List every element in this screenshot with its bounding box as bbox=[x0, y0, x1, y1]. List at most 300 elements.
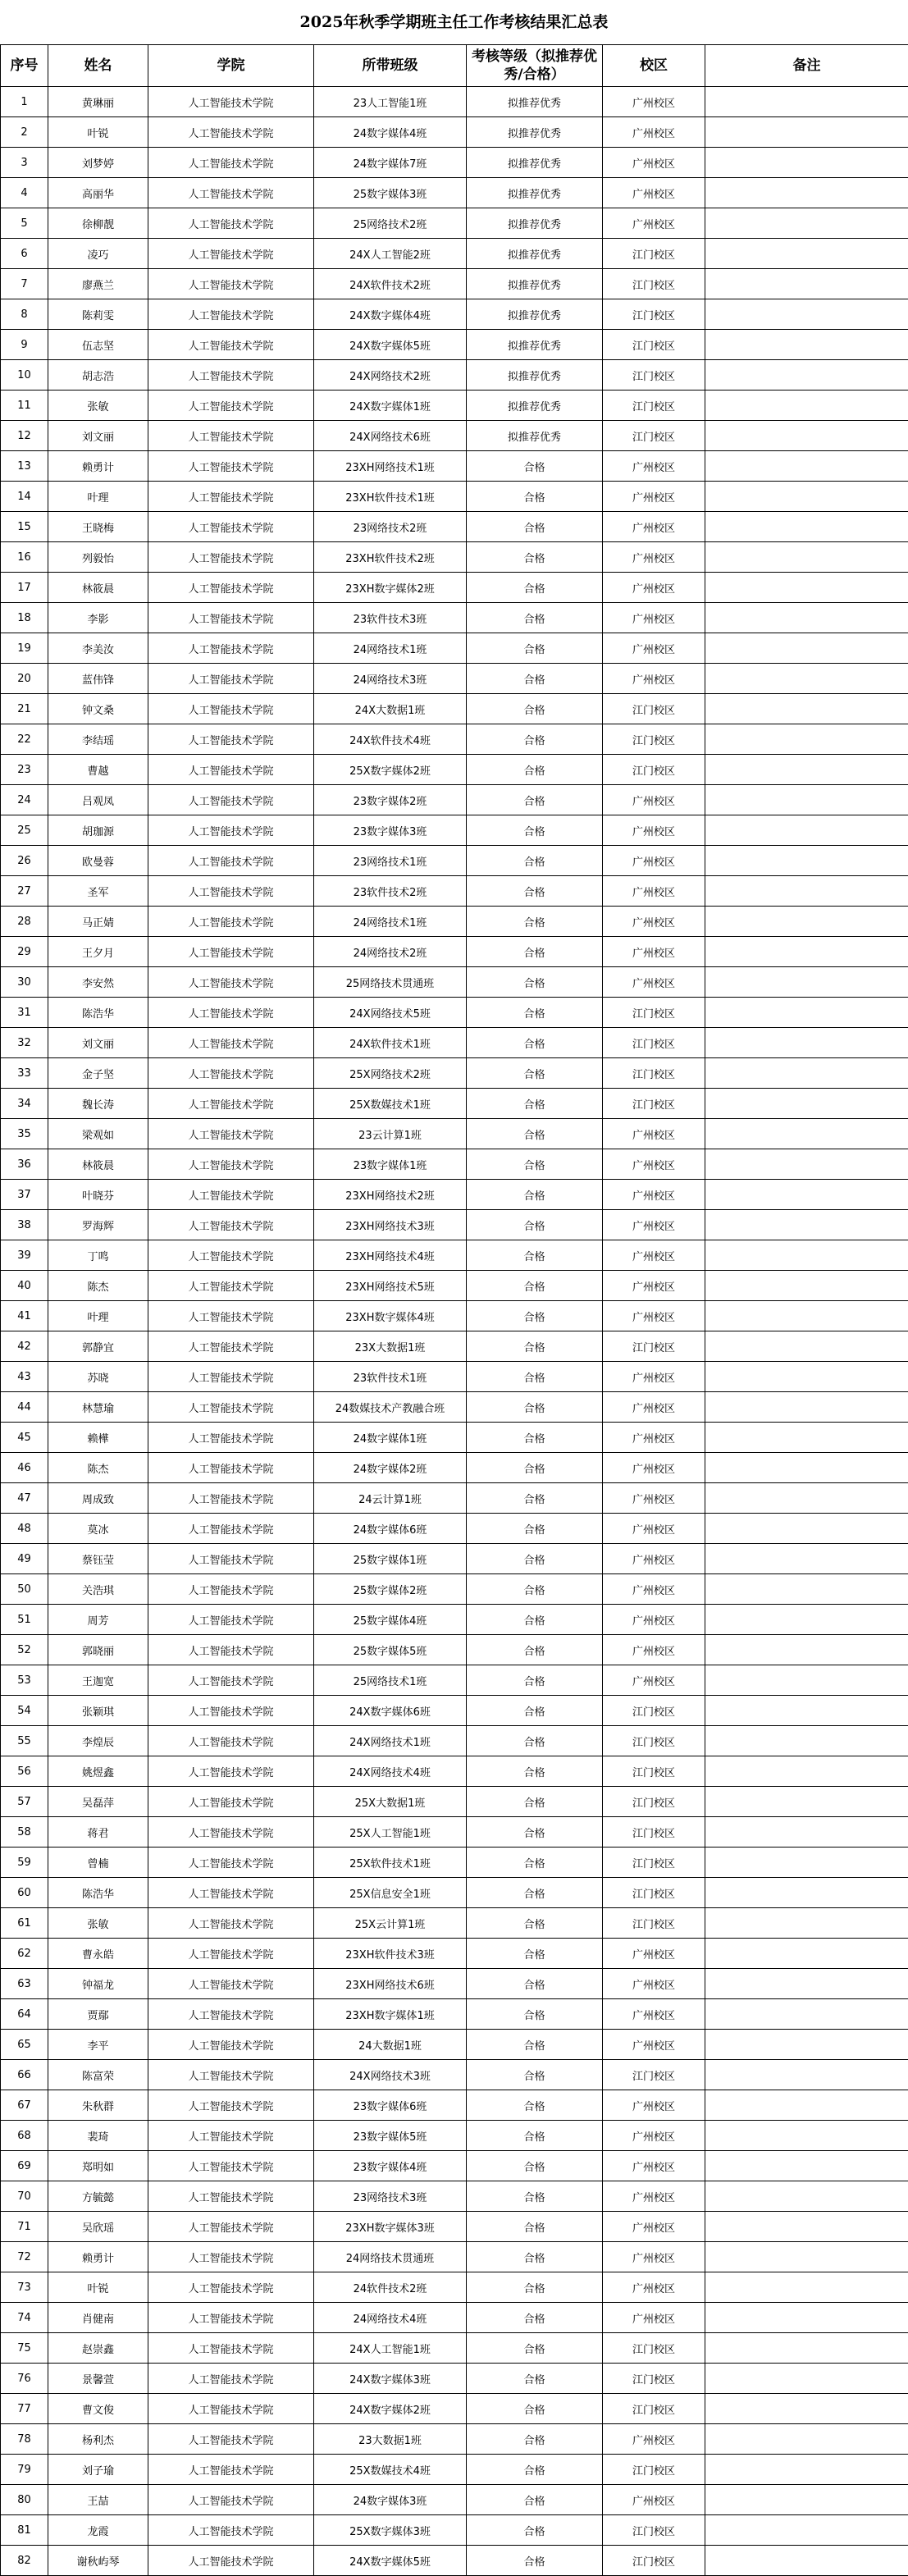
cell-campus: 江门校区 bbox=[603, 1817, 705, 1848]
cell-seq: 63 bbox=[1, 1969, 48, 1999]
cell-level: 合格 bbox=[467, 1605, 603, 1635]
cell-remarks bbox=[705, 178, 908, 208]
cell-college: 人工智能技术学院 bbox=[148, 117, 314, 148]
cell-level: 合格 bbox=[467, 2060, 603, 2090]
cell-class: 23XH网络技术6班 bbox=[314, 1969, 467, 1999]
table-row bbox=[1, 512, 908, 542]
cell-name: 赖勇计 bbox=[48, 451, 148, 482]
table-row bbox=[1, 1999, 908, 2030]
cell-class: 23网络技术2班 bbox=[314, 512, 467, 542]
cell-seq: 69 bbox=[1, 2151, 48, 2181]
cell-class: 23软件技术1班 bbox=[314, 1362, 467, 1392]
cell-class: 24网络技术4班 bbox=[314, 2303, 467, 2333]
cell-remarks bbox=[705, 1665, 908, 1696]
table-row bbox=[1, 1878, 908, 1908]
cell-level: 合格 bbox=[467, 2455, 603, 2485]
cell-college: 人工智能技术学院 bbox=[148, 1301, 314, 1331]
table-row bbox=[1, 1149, 908, 1180]
cell-class: 23云计算1班 bbox=[314, 1119, 467, 1149]
table-row bbox=[1, 148, 908, 178]
cell-college: 人工智能技术学院 bbox=[148, 1726, 314, 1756]
cell-college: 人工智能技术学院 bbox=[148, 1665, 314, 1696]
cell-name: 赖樺 bbox=[48, 1423, 148, 1453]
cell-college: 人工智能技术学院 bbox=[148, 724, 314, 755]
cell-college: 人工智能技术学院 bbox=[148, 148, 314, 178]
cell-name: 欧曼蓉 bbox=[48, 846, 148, 876]
cell-college: 人工智能技术学院 bbox=[148, 87, 314, 117]
cell-campus: 江门校区 bbox=[603, 421, 705, 451]
cell-remarks bbox=[705, 1089, 908, 1119]
cell-campus: 广州校区 bbox=[603, 573, 705, 603]
cell-remarks bbox=[705, 87, 908, 117]
cell-name: 曹文俊 bbox=[48, 2394, 148, 2424]
cell-class: 23X大数据1班 bbox=[314, 1331, 467, 1362]
cell-remarks bbox=[705, 2364, 908, 2394]
cell-campus: 广州校区 bbox=[603, 2242, 705, 2272]
cell-level: 合格 bbox=[467, 1331, 603, 1362]
table-row bbox=[1, 2455, 908, 2485]
table-row bbox=[1, 907, 908, 937]
cell-campus: 广州校区 bbox=[603, 1514, 705, 1544]
cell-level: 合格 bbox=[467, 1635, 603, 1665]
table-row bbox=[1, 1483, 908, 1514]
table-row bbox=[1, 755, 908, 785]
cell-name: 赖勇计 bbox=[48, 2242, 148, 2272]
cell-seq: 52 bbox=[1, 1635, 48, 1665]
cell-campus: 江门校区 bbox=[603, 2455, 705, 2485]
cell-name: 赵崇鑫 bbox=[48, 2333, 148, 2364]
cell-college: 人工智能技术学院 bbox=[148, 2030, 314, 2060]
cell-seq: 33 bbox=[1, 1058, 48, 1089]
cell-remarks bbox=[705, 1119, 908, 1149]
cell-college: 人工智能技术学院 bbox=[148, 1787, 314, 1817]
cell-campus: 广州校区 bbox=[603, 1605, 705, 1635]
cell-name: 关浩琪 bbox=[48, 1574, 148, 1605]
cell-college: 人工智能技术学院 bbox=[148, 1392, 314, 1423]
header-level: 考核等级（拟推荐优秀/合格） bbox=[467, 45, 603, 87]
cell-seq: 71 bbox=[1, 2212, 48, 2242]
cell-campus: 江门校区 bbox=[603, 998, 705, 1028]
cell-campus: 广州校区 bbox=[603, 1635, 705, 1665]
cell-seq: 7 bbox=[1, 269, 48, 299]
cell-seq: 38 bbox=[1, 1210, 48, 1240]
cell-level: 合格 bbox=[467, 1908, 603, 1939]
cell-campus: 广州校区 bbox=[603, 178, 705, 208]
table-row bbox=[1, 451, 908, 482]
cell-campus: 广州校区 bbox=[603, 1483, 705, 1514]
cell-college: 人工智能技术学院 bbox=[148, 1939, 314, 1969]
cell-remarks bbox=[705, 724, 908, 755]
cell-name: 郑明如 bbox=[48, 2151, 148, 2181]
cell-remarks bbox=[705, 1756, 908, 1787]
cell-campus: 广州校区 bbox=[603, 542, 705, 573]
cell-seq: 15 bbox=[1, 512, 48, 542]
cell-remarks bbox=[705, 2424, 908, 2455]
table-row bbox=[1, 2090, 908, 2121]
table-row bbox=[1, 1058, 908, 1089]
cell-level: 合格 bbox=[467, 2242, 603, 2272]
cell-level: 合格 bbox=[467, 633, 603, 664]
cell-level: 合格 bbox=[467, 2485, 603, 2515]
cell-remarks bbox=[705, 1331, 908, 1362]
cell-campus: 广州校区 bbox=[603, 907, 705, 937]
cell-name: 方毓懿 bbox=[48, 2181, 148, 2212]
cell-seq: 31 bbox=[1, 998, 48, 1028]
cell-seq: 50 bbox=[1, 1574, 48, 1605]
cell-level: 合格 bbox=[467, 1665, 603, 1696]
cell-seq: 67 bbox=[1, 2090, 48, 2121]
cell-college: 人工智能技术学院 bbox=[148, 907, 314, 937]
table-row bbox=[1, 876, 908, 907]
cell-campus: 广州校区 bbox=[603, 846, 705, 876]
cell-remarks bbox=[705, 2242, 908, 2272]
cell-class: 24网络技术1班 bbox=[314, 907, 467, 937]
table-row bbox=[1, 208, 908, 239]
cell-class: 23人工智能1班 bbox=[314, 87, 467, 117]
cell-college: 人工智能技术学院 bbox=[148, 2364, 314, 2394]
cell-remarks bbox=[705, 148, 908, 178]
cell-class: 25X人工智能1班 bbox=[314, 1817, 467, 1848]
cell-remarks bbox=[705, 907, 908, 937]
cell-campus: 广州校区 bbox=[603, 2121, 705, 2151]
cell-seq: 35 bbox=[1, 1119, 48, 1149]
table-row bbox=[1, 360, 908, 391]
cell-class: 25X信息安全1班 bbox=[314, 1878, 467, 1908]
cell-level: 合格 bbox=[467, 1362, 603, 1392]
table-row bbox=[1, 785, 908, 815]
cell-college: 人工智能技术学院 bbox=[148, 1423, 314, 1453]
table-row bbox=[1, 937, 908, 967]
cell-seq: 46 bbox=[1, 1453, 48, 1483]
cell-level: 合格 bbox=[467, 573, 603, 603]
cell-college: 人工智能技术学院 bbox=[148, 998, 314, 1028]
cell-remarks bbox=[705, 421, 908, 451]
cell-level: 合格 bbox=[467, 1240, 603, 1271]
cell-college: 人工智能技术学院 bbox=[148, 785, 314, 815]
cell-college: 人工智能技术学院 bbox=[148, 1574, 314, 1605]
cell-remarks bbox=[705, 1817, 908, 1848]
cell-campus: 广州校区 bbox=[603, 2485, 705, 2515]
cell-level: 合格 bbox=[467, 2303, 603, 2333]
cell-campus: 江门校区 bbox=[603, 1331, 705, 1362]
cell-name: 周成致 bbox=[48, 1483, 148, 1514]
cell-remarks bbox=[705, 1787, 908, 1817]
cell-campus: 江门校区 bbox=[603, 2060, 705, 2090]
table-row bbox=[1, 1756, 908, 1787]
cell-college: 人工智能技术学院 bbox=[148, 1331, 314, 1362]
cell-remarks bbox=[705, 1392, 908, 1423]
cell-remarks bbox=[705, 1605, 908, 1635]
cell-campus: 江门校区 bbox=[603, 694, 705, 724]
cell-college: 人工智能技术学院 bbox=[148, 2455, 314, 2485]
cell-level: 合格 bbox=[467, 1848, 603, 1878]
cell-seq: 12 bbox=[1, 421, 48, 451]
cell-campus: 江门校区 bbox=[603, 2546, 705, 2576]
cell-name: 陈杰 bbox=[48, 1271, 148, 1301]
cell-level: 合格 bbox=[467, 998, 603, 1028]
cell-campus: 广州校区 bbox=[603, 482, 705, 512]
cell-class: 25数字媒体5班 bbox=[314, 1635, 467, 1665]
cell-college: 人工智能技术学院 bbox=[148, 573, 314, 603]
cell-campus: 江门校区 bbox=[603, 1908, 705, 1939]
cell-name: 刘梦婷 bbox=[48, 148, 148, 178]
cell-college: 人工智能技术学院 bbox=[148, 299, 314, 330]
cell-class: 24网络技术贯通班 bbox=[314, 2242, 467, 2272]
cell-level: 合格 bbox=[467, 937, 603, 967]
cell-name: 廖燕兰 bbox=[48, 269, 148, 299]
cell-campus: 江门校区 bbox=[603, 1028, 705, 1058]
cell-class: 24X数字媒体5班 bbox=[314, 2546, 467, 2576]
cell-college: 人工智能技术学院 bbox=[148, 755, 314, 785]
cell-remarks bbox=[705, 664, 908, 694]
cell-college: 人工智能技术学院 bbox=[148, 1483, 314, 1514]
cell-seq: 26 bbox=[1, 846, 48, 876]
cell-level: 合格 bbox=[467, 1696, 603, 1726]
cell-class: 25X云计算1班 bbox=[314, 1908, 467, 1939]
cell-campus: 广州校区 bbox=[603, 1119, 705, 1149]
cell-name: 裴琦 bbox=[48, 2121, 148, 2151]
cell-class: 23XH软件技术3班 bbox=[314, 1939, 467, 1969]
cell-class: 24X网络技术5班 bbox=[314, 998, 467, 1028]
cell-seq: 49 bbox=[1, 1544, 48, 1574]
cell-remarks bbox=[705, 998, 908, 1028]
cell-name: 蔡钰莹 bbox=[48, 1544, 148, 1574]
cell-seq: 4 bbox=[1, 178, 48, 208]
cell-campus: 广州校区 bbox=[603, 2424, 705, 2455]
cell-level: 拟推荐优秀 bbox=[467, 269, 603, 299]
cell-class: 23XH软件技术1班 bbox=[314, 482, 467, 512]
cell-level: 合格 bbox=[467, 694, 603, 724]
cell-level: 合格 bbox=[467, 967, 603, 998]
table-row bbox=[1, 1271, 908, 1301]
cell-class: 23XH数字媒体3班 bbox=[314, 2212, 467, 2242]
cell-seq: 45 bbox=[1, 1423, 48, 1453]
cell-class: 24数字媒体2班 bbox=[314, 1453, 467, 1483]
cell-remarks bbox=[705, 1848, 908, 1878]
cell-class: 25X网络技术2班 bbox=[314, 1058, 467, 1089]
cell-seq: 6 bbox=[1, 239, 48, 269]
table-row bbox=[1, 299, 908, 330]
cell-name: 肖健南 bbox=[48, 2303, 148, 2333]
cell-seq: 48 bbox=[1, 1514, 48, 1544]
cell-class: 25网络技术1班 bbox=[314, 1665, 467, 1696]
cell-college: 人工智能技术学院 bbox=[148, 1453, 314, 1483]
cell-class: 24网络技术2班 bbox=[314, 937, 467, 967]
cell-campus: 广州校区 bbox=[603, 117, 705, 148]
cell-name: 刘文丽 bbox=[48, 421, 148, 451]
table-row bbox=[1, 724, 908, 755]
cell-name: 王迦宽 bbox=[48, 1665, 148, 1696]
cell-level: 合格 bbox=[467, 2333, 603, 2364]
cell-campus: 江门校区 bbox=[603, 1058, 705, 1089]
header-college: 学院 bbox=[148, 45, 314, 87]
cell-college: 人工智能技术学院 bbox=[148, 512, 314, 542]
cell-name: 叶理 bbox=[48, 1301, 148, 1331]
cell-seq: 24 bbox=[1, 785, 48, 815]
cell-level: 合格 bbox=[467, 1180, 603, 1210]
cell-seq: 72 bbox=[1, 2242, 48, 2272]
table-row bbox=[1, 2303, 908, 2333]
table-row bbox=[1, 1240, 908, 1271]
cell-name: 马正婧 bbox=[48, 907, 148, 937]
cell-level: 合格 bbox=[467, 785, 603, 815]
cell-seq: 74 bbox=[1, 2303, 48, 2333]
cell-class: 24网络技术1班 bbox=[314, 633, 467, 664]
table-row bbox=[1, 2030, 908, 2060]
cell-class: 23数字媒体4班 bbox=[314, 2151, 467, 2181]
cell-name: 列毅怡 bbox=[48, 542, 148, 573]
cell-campus: 广州校区 bbox=[603, 2151, 705, 2181]
cell-class: 25数字媒体1班 bbox=[314, 1544, 467, 1574]
cell-seq: 43 bbox=[1, 1362, 48, 1392]
cell-campus: 广州校区 bbox=[603, 1574, 705, 1605]
cell-campus: 广州校区 bbox=[603, 1544, 705, 1574]
cell-level: 合格 bbox=[467, 2151, 603, 2181]
cell-campus: 广州校区 bbox=[603, 451, 705, 482]
table-row bbox=[1, 2212, 908, 2242]
cell-level: 合格 bbox=[467, 603, 603, 633]
cell-class: 23数字媒体2班 bbox=[314, 785, 467, 815]
cell-campus: 江门校区 bbox=[603, 391, 705, 421]
cell-seq: 81 bbox=[1, 2515, 48, 2546]
cell-remarks bbox=[705, 2515, 908, 2546]
cell-campus: 江门校区 bbox=[603, 1848, 705, 1878]
cell-class: 23XH网络技术5班 bbox=[314, 1271, 467, 1301]
cell-name: 郭晓丽 bbox=[48, 1635, 148, 1665]
cell-level: 合格 bbox=[467, 2030, 603, 2060]
cell-level: 合格 bbox=[467, 2272, 603, 2303]
table-row bbox=[1, 2485, 908, 2515]
cell-campus: 江门校区 bbox=[603, 2333, 705, 2364]
cell-class: 24X数字媒体4班 bbox=[314, 299, 467, 330]
cell-name: 朱秋群 bbox=[48, 2090, 148, 2121]
cell-remarks bbox=[705, 2394, 908, 2424]
cell-level: 拟推荐优秀 bbox=[467, 330, 603, 360]
table-row bbox=[1, 1939, 908, 1969]
cell-remarks bbox=[705, 815, 908, 846]
cell-seq: 27 bbox=[1, 876, 48, 907]
cell-campus: 广州校区 bbox=[603, 1362, 705, 1392]
cell-seq: 47 bbox=[1, 1483, 48, 1514]
cell-name: 林慧瑜 bbox=[48, 1392, 148, 1423]
cell-college: 人工智能技术学院 bbox=[148, 1149, 314, 1180]
cell-level: 合格 bbox=[467, 1817, 603, 1848]
cell-class: 23数字媒体5班 bbox=[314, 2121, 467, 2151]
cell-remarks bbox=[705, 1514, 908, 1544]
cell-remarks bbox=[705, 633, 908, 664]
cell-college: 人工智能技术学院 bbox=[148, 2303, 314, 2333]
cell-college: 人工智能技术学院 bbox=[148, 1180, 314, 1210]
cell-level: 合格 bbox=[467, 1271, 603, 1301]
table-row bbox=[1, 1362, 908, 1392]
cell-class: 23XH软件技术2班 bbox=[314, 542, 467, 573]
cell-remarks bbox=[705, 1453, 908, 1483]
cell-name: 李安然 bbox=[48, 967, 148, 998]
cell-class: 23网络技术1班 bbox=[314, 846, 467, 876]
table-row bbox=[1, 1392, 908, 1423]
cell-name: 吴磊萍 bbox=[48, 1787, 148, 1817]
cell-campus: 江门校区 bbox=[603, 360, 705, 391]
cell-name: 丁鸣 bbox=[48, 1240, 148, 1271]
table-row bbox=[1, 421, 908, 451]
cell-remarks bbox=[705, 2333, 908, 2364]
cell-college: 人工智能技术学院 bbox=[148, 1119, 314, 1149]
cell-name: 胡珈源 bbox=[48, 815, 148, 846]
cell-seq: 21 bbox=[1, 694, 48, 724]
cell-seq: 11 bbox=[1, 391, 48, 421]
cell-college: 人工智能技术学院 bbox=[148, 2181, 314, 2212]
cell-college: 人工智能技术学院 bbox=[148, 937, 314, 967]
cell-remarks bbox=[705, 512, 908, 542]
cell-class: 23XH网络技术1班 bbox=[314, 451, 467, 482]
cell-seq: 23 bbox=[1, 755, 48, 785]
cell-name: 李结瑶 bbox=[48, 724, 148, 755]
cell-level: 拟推荐优秀 bbox=[467, 299, 603, 330]
cell-name: 龙霞 bbox=[48, 2515, 148, 2546]
cell-name: 凌巧 bbox=[48, 239, 148, 269]
cell-remarks bbox=[705, 1969, 908, 1999]
cell-seq: 41 bbox=[1, 1301, 48, 1331]
cell-name: 金子坚 bbox=[48, 1058, 148, 1089]
table-row bbox=[1, 603, 908, 633]
cell-class: 23数字媒体1班 bbox=[314, 1149, 467, 1180]
table-row bbox=[1, 1453, 908, 1483]
cell-seq: 70 bbox=[1, 2181, 48, 2212]
cell-class: 25数字媒体3班 bbox=[314, 178, 467, 208]
cell-college: 人工智能技术学院 bbox=[148, 2485, 314, 2515]
cell-name: 林筱晨 bbox=[48, 1149, 148, 1180]
cell-level: 拟推荐优秀 bbox=[467, 391, 603, 421]
cell-remarks bbox=[705, 482, 908, 512]
cell-name: 林筱晨 bbox=[48, 573, 148, 603]
cell-remarks bbox=[705, 2181, 908, 2212]
cell-campus: 广州校区 bbox=[603, 2181, 705, 2212]
cell-seq: 32 bbox=[1, 1028, 48, 1058]
cell-seq: 20 bbox=[1, 664, 48, 694]
cell-name: 刘文丽 bbox=[48, 1028, 148, 1058]
table-row bbox=[1, 1028, 908, 1058]
cell-class: 23网络技术3班 bbox=[314, 2181, 467, 2212]
cell-class: 24网络技术3班 bbox=[314, 664, 467, 694]
cell-name: 贾鄢 bbox=[48, 1999, 148, 2030]
cell-remarks bbox=[705, 755, 908, 785]
cell-class: 23软件技术2班 bbox=[314, 876, 467, 907]
table-row bbox=[1, 2151, 908, 2181]
cell-name: 叶锐 bbox=[48, 2272, 148, 2303]
cell-seq: 42 bbox=[1, 1331, 48, 1362]
table-row bbox=[1, 1665, 908, 1696]
cell-college: 人工智能技术学院 bbox=[148, 2424, 314, 2455]
cell-seq: 60 bbox=[1, 1878, 48, 1908]
cell-college: 人工智能技术学院 bbox=[148, 2121, 314, 2151]
cell-seq: 16 bbox=[1, 542, 48, 573]
results-table bbox=[0, 45, 908, 2576]
cell-level: 合格 bbox=[467, 724, 603, 755]
cell-campus: 广州校区 bbox=[603, 1939, 705, 1969]
table-row bbox=[1, 178, 908, 208]
cell-name: 胡志浩 bbox=[48, 360, 148, 391]
cell-remarks bbox=[705, 2455, 908, 2485]
cell-campus: 广州校区 bbox=[603, 2303, 705, 2333]
table-row bbox=[1, 1331, 908, 1362]
cell-level: 合格 bbox=[467, 755, 603, 785]
table-row bbox=[1, 1635, 908, 1665]
cell-class: 23数字媒体3班 bbox=[314, 815, 467, 846]
cell-name: 陈莉雯 bbox=[48, 299, 148, 330]
cell-remarks bbox=[705, 117, 908, 148]
cell-class: 24X软件技术4班 bbox=[314, 724, 467, 755]
table-row bbox=[1, 2424, 908, 2455]
